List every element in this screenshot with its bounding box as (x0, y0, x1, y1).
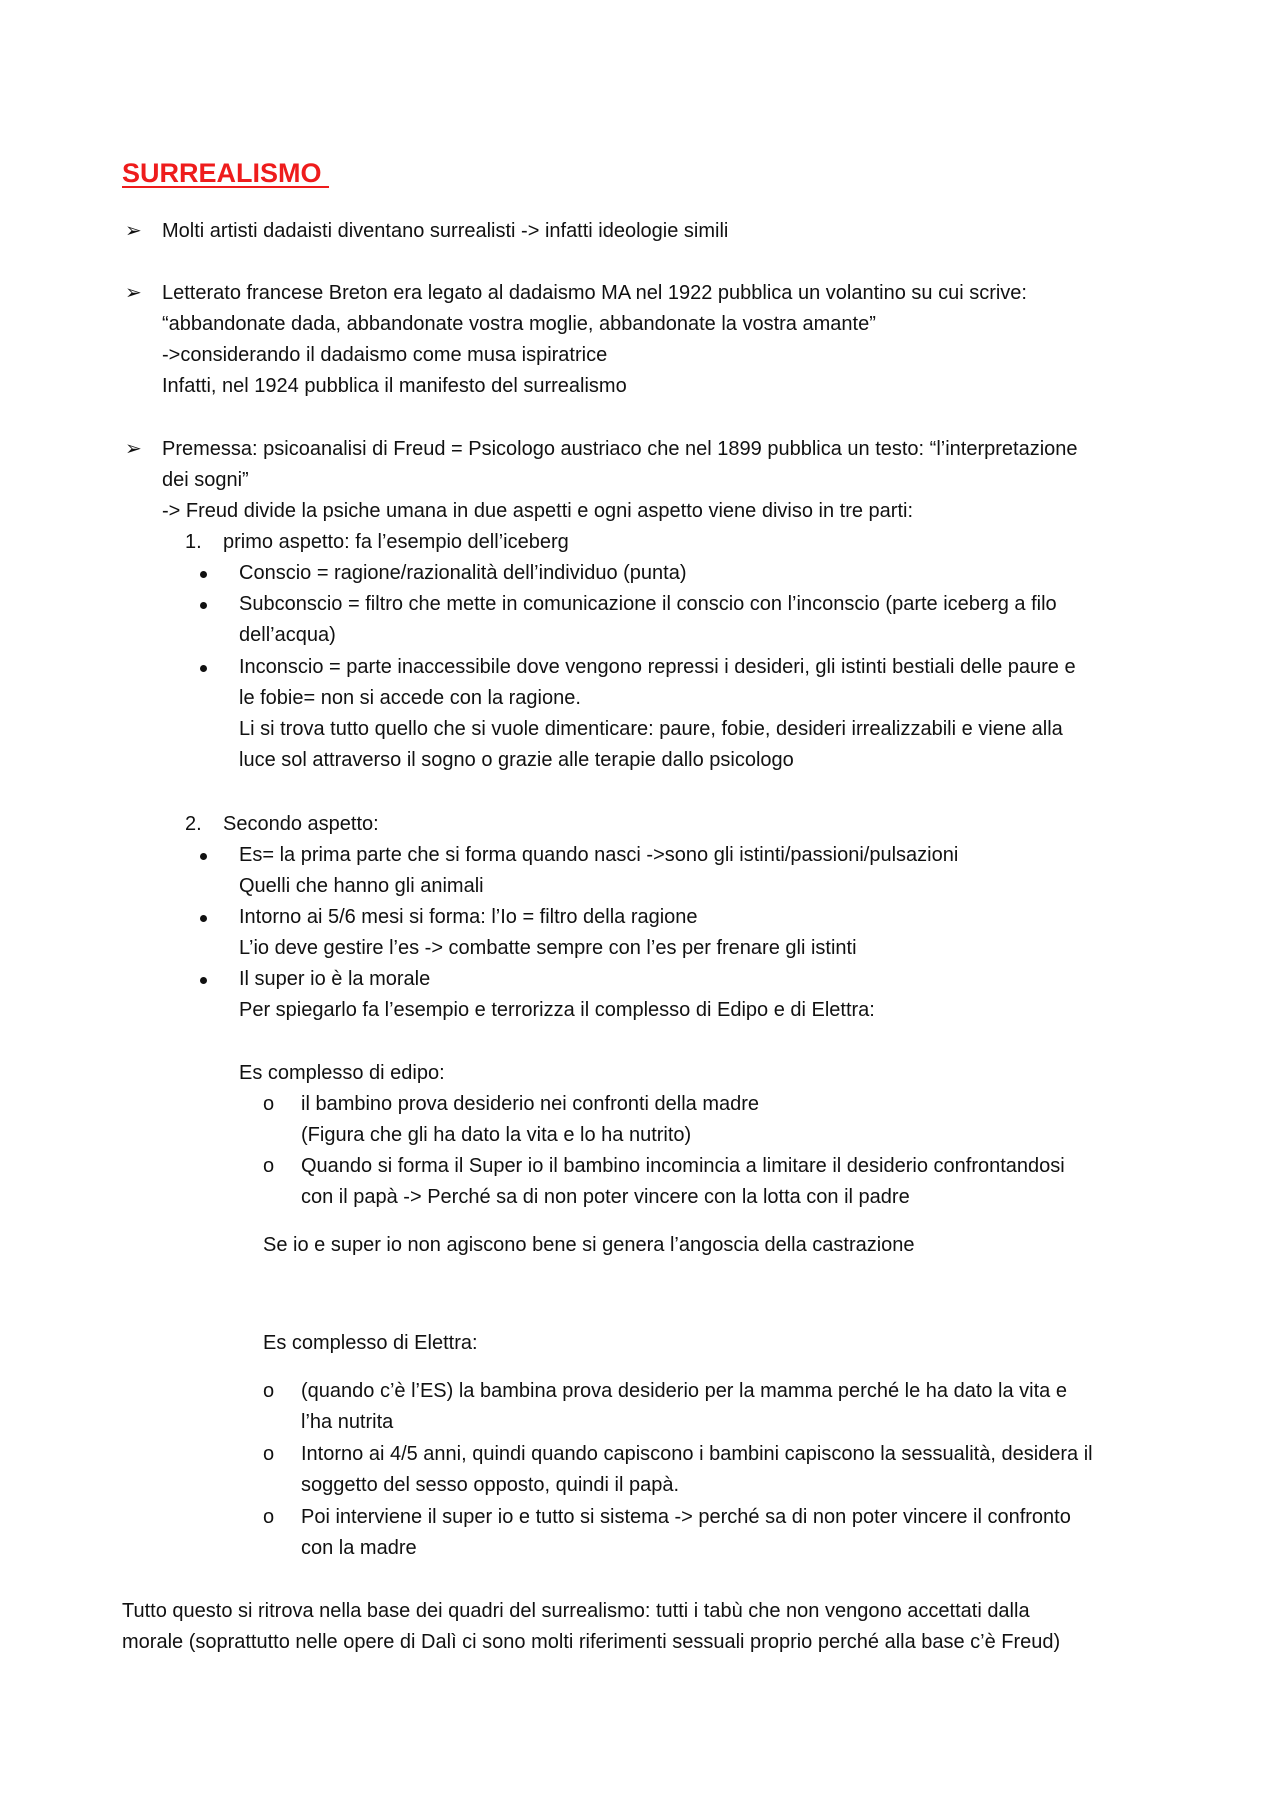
list-item: Subconscio = filtro che mette in comunicazione il conscio con l’inconscio (parte iceberg a filo (239, 593, 1057, 615)
section-3-line: Premessa: psicoanalisi di Freud = Psicologo austriaco che nel 1899 pubblica un testo: “l’interpretazione (162, 438, 1078, 460)
circle-bullet-icon: o (263, 1380, 275, 1402)
section-2-line: Infatti, nel 1924 pubblica il manifesto del surrealismo (162, 375, 627, 397)
list-item: (Figura che gli ha dato la vita e lo ha nutrito) (301, 1124, 692, 1146)
list-item: luce sol attraverso il sogno o grazie alle terapie dallo psicologo (239, 749, 794, 771)
section-2-line: ->considerando il dadaismo come musa ispiratrice (162, 344, 608, 366)
list-item: con la madre (301, 1537, 417, 1559)
list-item: Conscio = ragione/razionalità dell’individuo (punta) (239, 562, 687, 584)
list-item: Quando si forma il Super io il bambino incomincia a limitare il desiderio confrontandosi (301, 1155, 1065, 1177)
aspect-1-label: primo aspetto: fa l’esempio dell’iceberg (223, 531, 569, 553)
circle-bullet-icon: o (263, 1443, 275, 1465)
list-item: le fobie= non si accede con la ragione. (239, 687, 581, 709)
section-3-line: dei sogni” (162, 469, 249, 491)
circle-bullet-icon: o (263, 1506, 275, 1528)
list-item: Intorno ai 4/5 anni, quindi quando capiscono i bambini capiscono la sessualità, desidera il (301, 1443, 1093, 1465)
list-item: Il super io è la morale (239, 968, 431, 990)
bullet-dot-icon (200, 571, 207, 578)
list-item: Li si trova tutto quello che si vuole dimenticare: paure, fobie, desideri irrealizzabili e viene alla (239, 718, 1063, 740)
section-2-line: “abbandonate dada, abbandonate vostra moglie, abbandonate la vostra amante” (162, 313, 876, 335)
list-number: 1. (185, 531, 202, 553)
list-item: L’io deve gestire l’es -> combatte sempre con l’es per frenare gli istinti (239, 937, 857, 959)
edipo-heading: Es complesso di edipo: (239, 1062, 445, 1084)
bullet-dot-icon (200, 977, 207, 984)
list-item: il bambino prova desiderio nei confronti della madre (301, 1093, 760, 1115)
list-item: soggetto del sesso opposto, quindi il papà. (301, 1474, 680, 1496)
section-1-text: Molti artisti dadaisti diventano surrealisti -> infatti ideologie simili (162, 220, 729, 242)
bullet-dot-icon (200, 853, 207, 860)
circle-bullet-icon: o (263, 1155, 275, 1177)
list-item: con il papà -> Perché sa di non poter vincere con la lotta con il padre (301, 1186, 910, 1208)
list-item: Poi interviene il super io e tutto si sistema -> perché sa di non poter vincere il confronto (301, 1506, 1071, 1528)
list-number: 2. (185, 813, 202, 835)
conclusion-line: morale (soprattutto nelle opere di Dalì ci sono molti riferimenti sessuali proprio perché alla base c’è Freud) (122, 1631, 1061, 1653)
list-item: dell’acqua) (239, 624, 336, 646)
section-2-line: Letterato francese Breton era legato al dadaismo MA nel 1922 pubblica un volantino su cui scrive: (162, 282, 1027, 304)
bullet-dot-icon (200, 665, 207, 672)
elettra-heading: Es complesso di Elettra: (263, 1332, 478, 1354)
list-item: Per spiegarlo fa l’esempio e terrorizza il complesso di Edipo e di Elettra: (239, 999, 875, 1021)
conclusion-line: Tutto questo si ritrova nella base dei quadri del surrealismo: tutti i tabù che non vengono accettati dalla (122, 1600, 1030, 1622)
section-3-line: -> Freud divide la psiche umana in due aspetti e ogni aspetto viene diviso in tre parti: (162, 500, 913, 522)
circle-bullet-icon: o (263, 1093, 275, 1115)
arrow-bullet-icon: ➢ (125, 282, 142, 304)
bullet-dot-icon (200, 602, 207, 609)
arrow-bullet-icon: ➢ (125, 220, 142, 242)
list-item: Quelli che hanno gli animali (239, 875, 484, 897)
list-item: Intorno ai 5/6 mesi si forma: l’Io = filtro della ragione (239, 906, 698, 928)
page-title: SURREALISMO (122, 158, 330, 188)
list-item: (quando c’è l’ES) la bambina prova desiderio per la mamma perché le ha dato la vita e (301, 1380, 1067, 1402)
arrow-bullet-icon: ➢ (125, 438, 142, 460)
list-item: l’ha nutrita (301, 1411, 394, 1433)
edipo-note: Se io e super io non agiscono bene si genera l’angoscia della castrazione (263, 1234, 915, 1256)
bullet-dot-icon (200, 915, 207, 922)
list-item: Es= la prima parte che si forma quando nasci ->sono gli istinti/passioni/pulsazioni (239, 844, 959, 866)
aspect-2-label: Secondo aspetto: (223, 813, 379, 835)
list-item: Inconscio = parte inaccessibile dove vengono repressi i desideri, gli istinti bestiali delle paure e (239, 656, 1076, 678)
